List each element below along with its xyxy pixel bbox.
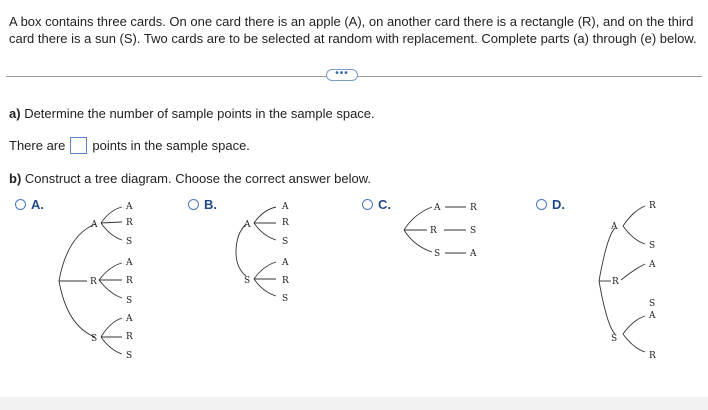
option-a-letter: A.	[31, 197, 44, 212]
option-c[interactable]	[362, 197, 391, 212]
sample-points-input[interactable]	[70, 137, 87, 154]
tree-d-second-2-1: A	[649, 260, 656, 270]
tree-a-second-3-2: R	[126, 332, 133, 342]
tree-a-second-2-1: A	[126, 258, 133, 268]
page-footer	[0, 397, 708, 410]
sample-points-row	[9, 137, 250, 154]
tree-a-second-2-3: S	[126, 296, 133, 306]
tree-b-second-2-1: A	[282, 258, 289, 268]
tree-c-first-1: A	[434, 203, 441, 213]
tree-b-second-1-1: A	[282, 202, 289, 212]
tree-a-second-1-1: A	[126, 202, 133, 212]
tree-b-second-2-2: R	[282, 276, 289, 286]
tree-a-first-1: A	[91, 220, 98, 230]
part-b-question	[9, 171, 371, 186]
part-a-text: Determine the number of sample points in the sample space.	[24, 106, 375, 121]
tree-d-first-3: S	[611, 334, 618, 344]
tree-b-second-2-3: S	[282, 294, 289, 304]
problem-intro: A box contains three cards. On one card there is an apple (A), on another card there is a rectangle (R), and on the third card there is a sun (S). Two cards are to be selected at random with replacement. Complete parts (a) through (e) below.	[9, 14, 697, 46]
option-d-radio[interactable]	[536, 199, 547, 210]
option-c-letter: C.	[378, 197, 391, 212]
option-d[interactable]	[536, 197, 565, 212]
tree-d-second-1-1: R	[649, 201, 656, 211]
tree-a-second-1-3: S	[126, 237, 133, 247]
tree-b-second-1-3: S	[282, 237, 289, 247]
option-c-radio[interactable]	[362, 199, 373, 210]
sample-points-suffix: points in the sample space.	[92, 138, 250, 153]
option-b-radio[interactable]	[188, 199, 199, 210]
option-b[interactable]	[188, 197, 217, 212]
part-b-text: Construct a tree diagram. Choose the correct answer below.	[24, 171, 372, 186]
option-d-letter: D.	[552, 197, 565, 212]
tree-c-second-1: R	[470, 203, 477, 213]
tree-a-second-2-2: R	[126, 276, 133, 286]
tree-a-second-3-3: S	[126, 351, 133, 361]
tree-c-second-2: S	[470, 226, 477, 236]
tree-c-first-3: S	[434, 249, 441, 259]
tree-b-first-1: A	[244, 220, 251, 230]
tree-d-second-3-1: A	[649, 311, 656, 321]
tree-diagram-b	[228, 196, 318, 306]
tree-diagram-c	[400, 196, 500, 266]
tree-a-second-3-1: A	[126, 314, 133, 324]
tree-c-second-3: A	[470, 249, 477, 259]
tree-b-second-1-2: R	[282, 218, 289, 228]
tree-a-second-1-2: R	[126, 218, 133, 228]
tree-diagram-a	[55, 196, 145, 366]
tree-b-first-2: S	[244, 276, 251, 286]
tree-d-second-1-2: S	[649, 241, 656, 251]
tree-diagram-d	[595, 196, 685, 366]
tree-c-first-2: R	[430, 226, 437, 236]
option-b-letter: B.	[204, 197, 217, 212]
tree-d-second-3-2: R	[649, 351, 656, 361]
option-a-radio[interactable]	[15, 199, 26, 210]
part-a-label: a)	[9, 106, 21, 121]
sample-points-prefix: There are	[9, 138, 66, 153]
part-b-label: b)	[9, 171, 22, 186]
expand-details-button[interactable]: •••	[326, 69, 358, 81]
tree-a-first-2: R	[90, 277, 97, 287]
tree-d-second-2-2: S	[649, 299, 656, 309]
tree-d-first-1: A	[611, 222, 618, 232]
tree-d-first-2: R	[612, 277, 619, 287]
option-a[interactable]	[15, 197, 44, 212]
part-a-question	[9, 106, 375, 121]
tree-a-first-3: S	[91, 334, 98, 344]
